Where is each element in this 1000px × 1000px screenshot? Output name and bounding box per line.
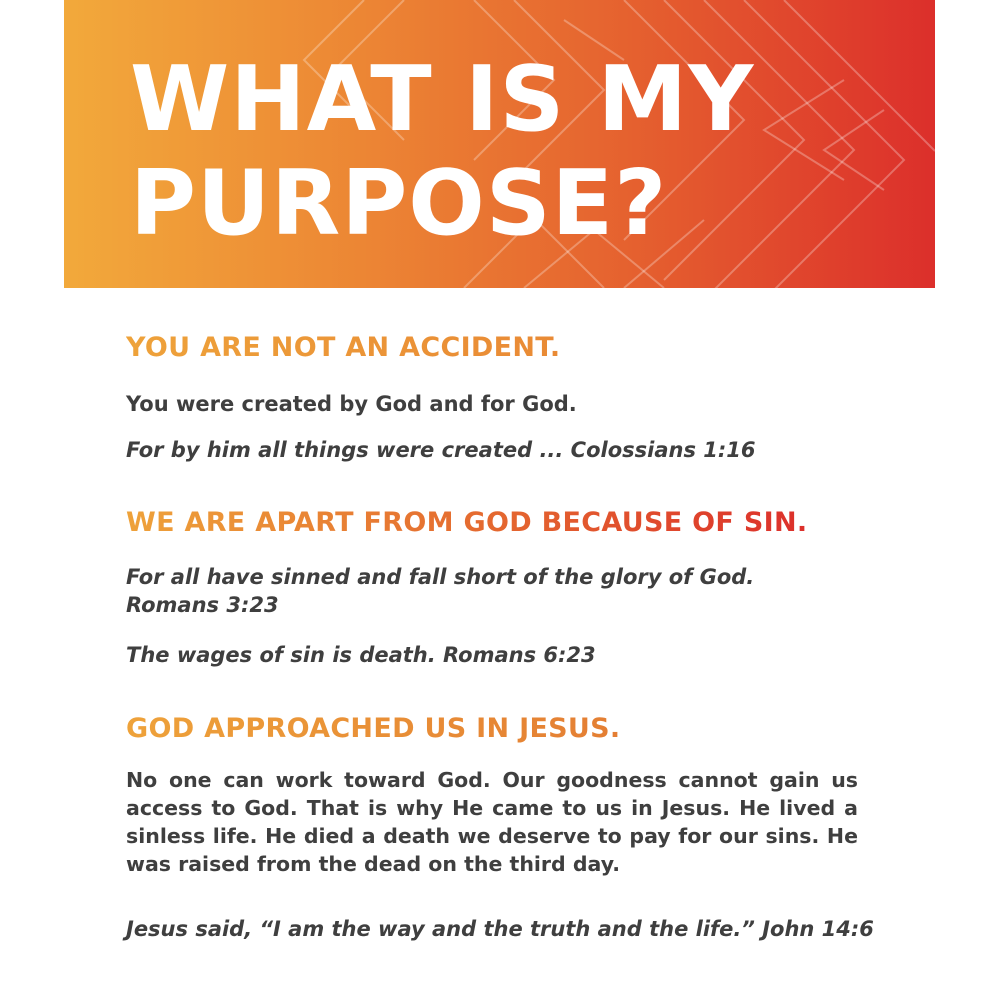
- title-banner: [64, 0, 935, 288]
- section-text-created: You were created by God and for God.: [126, 392, 577, 416]
- verse-romans-6-23: The wages of sin is death. Romans 6:23: [126, 643, 596, 667]
- verse-colossians: For by him all things were created ... Colossians 1:16: [126, 438, 756, 462]
- title-line-2: PURPOSE?: [130, 151, 668, 256]
- section-heading-accident: YOU ARE NOT AN ACCIDENT.: [126, 330, 560, 366]
- section-heading-sin: WE ARE APART FROM GOD BECAUSE OF SIN.: [126, 505, 807, 541]
- section-text-jesus: No one can work toward God. Our goodness cannot gain us access to God. That is why He came to us in Jesus. He lived a sinless life. He died a death we deserve to pay for our sins. He was raised from the dead on the third day.: [126, 768, 858, 876]
- title-line-1: WHAT IS MY: [130, 47, 755, 152]
- verse-john-14-6: Jesus said, “I am the way and the truth and the life.” John 14:6: [126, 917, 874, 941]
- verse-romans-3-23: For all have sinned and fall short of the glory of God. Romans 3:23: [126, 565, 755, 617]
- page-title: [130, 48, 754, 256]
- section-heading-jesus: GOD APPROACHED US IN JESUS.: [126, 711, 620, 747]
